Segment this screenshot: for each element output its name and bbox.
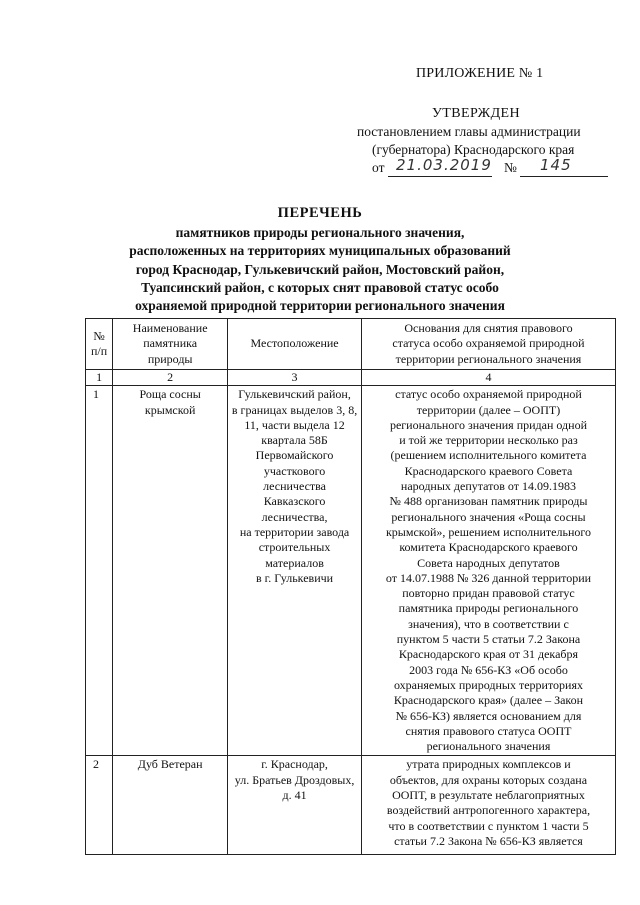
decree-line-2: (губернатора) Краснодарского края bbox=[372, 142, 575, 157]
column-number: 2 bbox=[113, 370, 228, 386]
handwritten-number: 145 bbox=[540, 156, 572, 174]
title-line: Туапсинский район, с которых снят правовой статус особо bbox=[141, 279, 499, 295]
approved-label: УТВЕРЖДЕН bbox=[432, 106, 521, 121]
column-number: 1 bbox=[86, 370, 113, 386]
appendix-label: ПРИЛОЖЕНИЕ № 1 bbox=[416, 66, 544, 81]
column-header-name: Наименование памятника природы bbox=[113, 319, 228, 370]
document-title bbox=[60, 204, 580, 315]
title-line: расположенных на территориях муниципальных образований bbox=[129, 243, 511, 259]
table-header-row bbox=[86, 319, 616, 370]
title-main: ПЕРЕЧЕНЬ bbox=[277, 205, 363, 221]
title-line: охраняемой природной территории регионального значения bbox=[135, 298, 505, 314]
title-line: памятников природы регионального значения, bbox=[175, 225, 465, 240]
monument-location: г. Краснодар, ул. Братьев Дроздовых, д. 41 bbox=[228, 756, 362, 855]
column-header-basis: Основания для снятия правового статуса особо охраняемой природной территории регионального значения bbox=[361, 319, 615, 370]
number-label: № bbox=[504, 160, 517, 175]
decree-line-1: постановлением главы администрации bbox=[357, 124, 581, 139]
monument-name: Роща сосны крымской bbox=[113, 386, 228, 756]
column-number: 3 bbox=[228, 370, 362, 386]
number-underline bbox=[520, 176, 608, 177]
removal-basis: утрата природных комплексов и объектов, для охраны которых создана ООПТ, в результате неблагоприятных воздействий антропогенного характера, что в соответствии с пунктом 1 части 5 статьи 7.2 Закона № 656-КЗ является bbox=[361, 756, 615, 855]
monuments-table bbox=[85, 318, 616, 855]
date-underline bbox=[388, 176, 492, 177]
decree-date-number-row bbox=[372, 156, 622, 178]
row-number: 1 bbox=[86, 386, 113, 756]
column-header-location: Местоположение bbox=[228, 319, 362, 370]
handwritten-date: 21.03.2019 bbox=[396, 156, 492, 174]
date-label: от bbox=[372, 160, 385, 175]
table-column-numbers-row bbox=[86, 370, 616, 386]
column-number: 4 bbox=[361, 370, 615, 386]
monument-location: Гулькевичский район, в границах выделов 3, 8, 11, части выдела 12 квартала 58Б Первомайского участкового лесничества Кавказского лесничества, на территории завода строительных материалов в г. Гулькевичи bbox=[228, 386, 362, 756]
column-header-number: № п/п bbox=[86, 319, 113, 370]
title-line: город Краснодар, Гулькевичский район, Мостовский район, bbox=[135, 261, 505, 277]
removal-basis: статус особо охраняемой природной территории (далее – ООПТ) регионального значения придан одной и той же территории несколько раз (решением исполнительного комитета Краснодарского краевого Совета народных депутатов от 14.09.1983 № 488 организован памятник природы регионального значения «Роща сосны крымской», решением исполнительного комитета Краснодарского краевого Совета народных депутатов от 14.07.1988 № 326 данной территории повторно придан правовой статус памятника природы регионального значения), что в соответствии с пунктом 5 части 5 статьи 7.2 Закона Краснодарского края от 31 декабря 2003 года № 656-КЗ «Об особо охраняемых природных территориях Краснодарского края» (далее – Закон № 656-КЗ) является основанием для снятия правового статуса ООПТ регионального значения bbox=[361, 386, 615, 756]
table-row bbox=[86, 386, 616, 756]
monument-name: Дуб Ветеран bbox=[113, 756, 228, 855]
row-number: 2 bbox=[86, 756, 113, 855]
table-row bbox=[86, 756, 616, 855]
